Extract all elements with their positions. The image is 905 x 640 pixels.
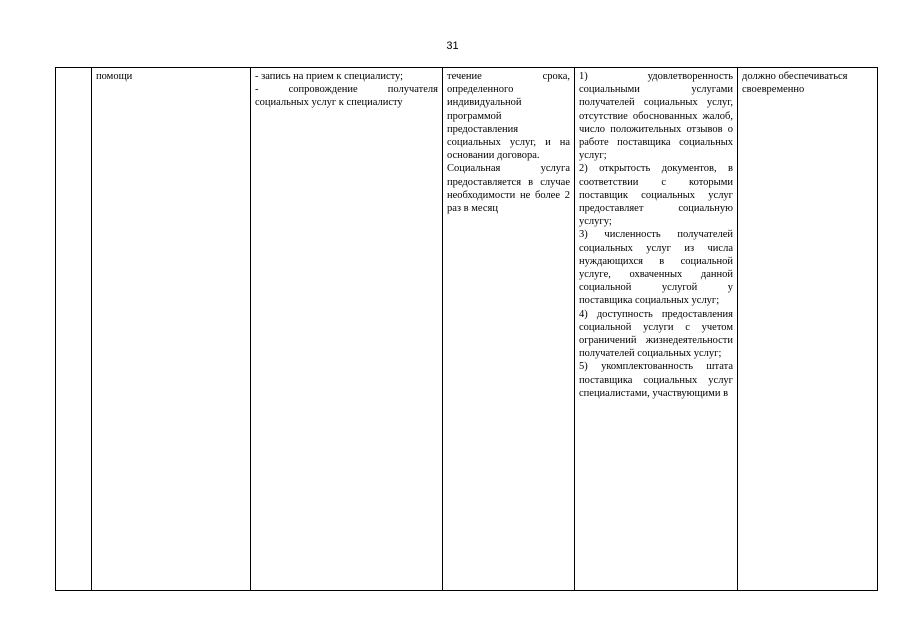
cell-conditions [738, 68, 878, 591]
services-table [55, 67, 878, 591]
cell-service-term [443, 68, 575, 591]
indicator-item: 3) численность получателей социальных услуг из числа нуждающихся в социальной услуге, охваченных данной социальной услугой у поставщика социальных услуг; [579, 229, 733, 307]
cell-service-name [92, 68, 251, 591]
service-name-text: помощи [96, 71, 133, 82]
cell-number [56, 68, 92, 591]
content-item: - запись на прием к специалисту; [255, 71, 404, 82]
cell-quality-indicators [575, 68, 738, 591]
indicator-item: 5) укомплектованность штата поставщика социальных услуг специалистами, участвующими в [579, 361, 733, 399]
conditions-text: должно обеспечиваться своевременно [742, 71, 848, 96]
term-item: течение срока, определенного индивидуальной программой предоставления социальных услуг, и на основании договора. [447, 71, 570, 162]
cell-service-content [251, 68, 443, 591]
table-row [56, 68, 878, 591]
indicator-item: 4) доступность предоставления социальной услуги с учетом ограничений жизнедеятельности получателей социальных услуг; [579, 308, 733, 360]
indicator-item: 1) удовлетворенность социальными услугами получателей социальных услуг, отсутствие обоснованных жалоб, число положительных отзывов о работе поставщика социальных услуг; [579, 71, 733, 162]
indicator-item: 2) открытость документов, в соответствии с которыми поставщик социальных услуг предоставляет социальную услугу; [579, 163, 733, 228]
page-number: 31 [446, 40, 459, 52]
content-item: - сопровождение получателя социальных услуг к специалисту [255, 84, 438, 109]
term-item: Социальная услуга предоставляется в случае необходимости не более 2 раз в месяц [447, 163, 570, 215]
